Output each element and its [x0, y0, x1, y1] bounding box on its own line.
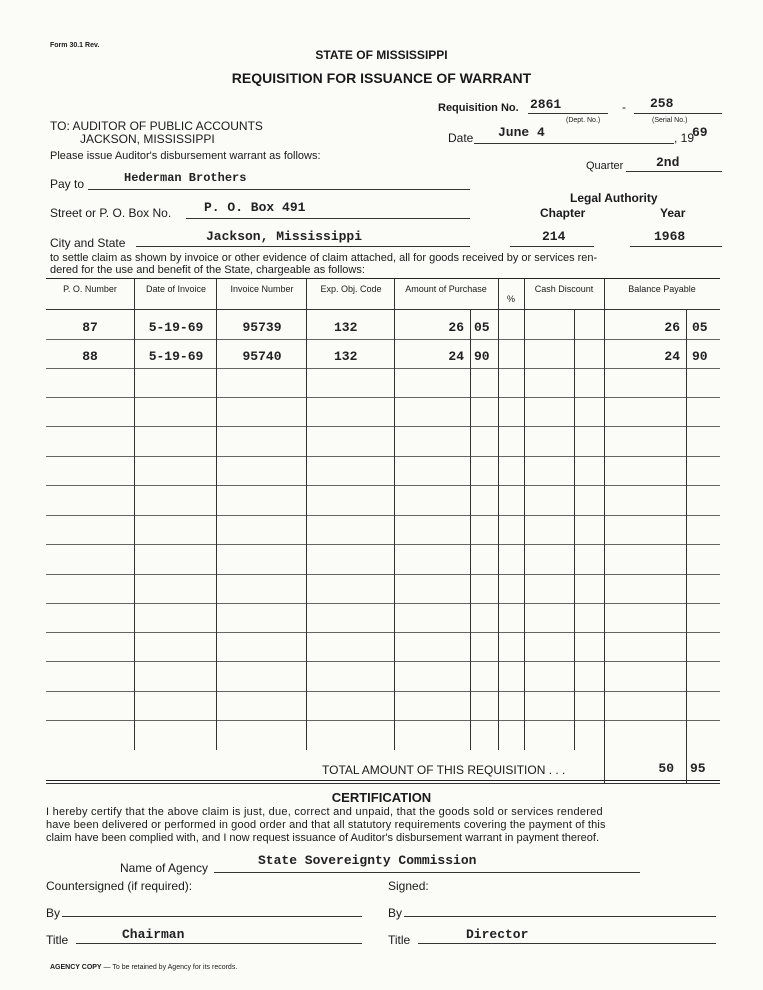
certification-line-3: claim have been complied with, and I now request issuance of Auditor's disbursement warrant in payment thereof. [46, 832, 600, 844]
col-header-pct: % [506, 294, 515, 304]
city-value: Jackson, Mississippi [206, 229, 363, 244]
col-header-invoice: Invoice Number [230, 284, 294, 294]
footer-note: AGENCY COPY — To be retained by Agency for its records. [50, 964, 238, 971]
signed-label: Signed: [388, 879, 429, 893]
row-date: 5-19-69 [148, 320, 204, 335]
agency-label: Name of Agency [120, 861, 209, 875]
year-prefix: , 19 [674, 131, 695, 145]
legal-authority-title: Legal Authority [570, 191, 658, 205]
countersign-title-value: Chairman [122, 927, 185, 942]
col-header-exp: Exp. Obj. Code [320, 284, 382, 294]
countersign-title-label: Title [46, 933, 69, 947]
row-exp-code: 132 [334, 349, 358, 364]
row-balance-cents: 05 [692, 320, 708, 335]
col-header-balance: Balance Payable [628, 284, 696, 294]
total-label: TOTAL AMOUNT OF THIS REQUISITION . . . [322, 763, 566, 777]
row-invoice: 95739 [242, 320, 282, 335]
dept-no-caption: (Dept. No.) [566, 117, 601, 124]
form-title: REQUISITION FOR ISSUANCE OF WARRANT [231, 70, 532, 86]
row-amount-cents: 90 [474, 349, 490, 364]
countersign-by-label: By [46, 906, 61, 920]
settle-text-2: dered for the use and benefit of the State, chargeable as follows: [50, 264, 365, 276]
row-balance-dollars: 24 [664, 349, 680, 364]
pay-to-label: Pay to [50, 177, 85, 191]
quarter-label: Quarter [586, 160, 624, 172]
street-label: Street or P. O. Box No. [50, 206, 172, 220]
col-header-po: P. O. Number [63, 284, 117, 294]
row-invoice: 95740 [242, 349, 282, 364]
legal-year-label: Year [660, 206, 686, 220]
legal-year-value: 1968 [654, 229, 686, 244]
col-header-amount: Amount of Purchase [405, 284, 487, 294]
instruction-text: Please issue Auditor's disbursement warrant as follows: [50, 150, 321, 162]
total-dollars: 50 [658, 761, 674, 776]
row-po: 87 [82, 320, 98, 335]
dept-no-value: 2861 [530, 97, 562, 112]
to-line-1: TO: AUDITOR OF PUBLIC ACCOUNTS [50, 119, 263, 133]
serial-no-caption: (Serial No.) [652, 117, 688, 124]
signed-title-value: Director [466, 927, 529, 942]
requisition-dash: - [622, 100, 626, 114]
row-po: 88 [82, 349, 98, 364]
year-suffix: 69 [692, 125, 708, 140]
to-line-2: JACKSON, MISSISSIPPI [80, 132, 215, 146]
signed-title-label: Title [388, 933, 411, 947]
row-balance-cents: 90 [692, 349, 708, 364]
city-label: City and State [50, 236, 126, 250]
quarter-value: 2nd [656, 155, 680, 170]
certification-line-2: have been delivered or performed in good order and that all statutory requirements covering the payment of this [46, 819, 606, 831]
street-value: P. O. Box 491 [204, 200, 306, 215]
col-header-date: Date of Invoice [145, 284, 207, 294]
requisition-label: Requisition No. [438, 102, 519, 114]
state-heading: STATE OF MISSISSIPPI [315, 48, 448, 62]
row-amount-dollars: 26 [448, 320, 464, 335]
form-id: Form 30.1 Rev. [50, 42, 100, 49]
countersigned-label: Countersigned (if required): [46, 879, 193, 893]
settle-text-1: to settle claim as shown by invoice or other evidence of claim attached, all for goods received by or services ren- [50, 252, 598, 264]
pay-to-value: Hederman Brothers [124, 171, 247, 185]
signed-by-label: By [388, 906, 403, 920]
serial-no-value: 258 [650, 96, 674, 111]
certification-title: CERTIFICATION [331, 790, 432, 805]
row-amount-dollars: 24 [448, 349, 464, 364]
row-date: 5-19-69 [148, 349, 204, 364]
certification-line-1: I hereby certify that the above claim is just, due, correct and unpaid, that the goods sold or services rendered [46, 806, 603, 818]
date-label: Date [448, 131, 474, 145]
row-exp-code: 132 [334, 320, 358, 335]
date-value: June 4 [498, 125, 545, 140]
total-cents: 95 [690, 761, 706, 776]
row-amount-cents: 05 [474, 320, 490, 335]
chapter-label: Chapter [540, 206, 586, 220]
col-header-cash: Cash Discount [534, 284, 594, 294]
agency-value: State Sovereignty Commission [258, 853, 477, 868]
row-balance-dollars: 26 [664, 320, 680, 335]
chapter-value: 214 [542, 229, 566, 244]
